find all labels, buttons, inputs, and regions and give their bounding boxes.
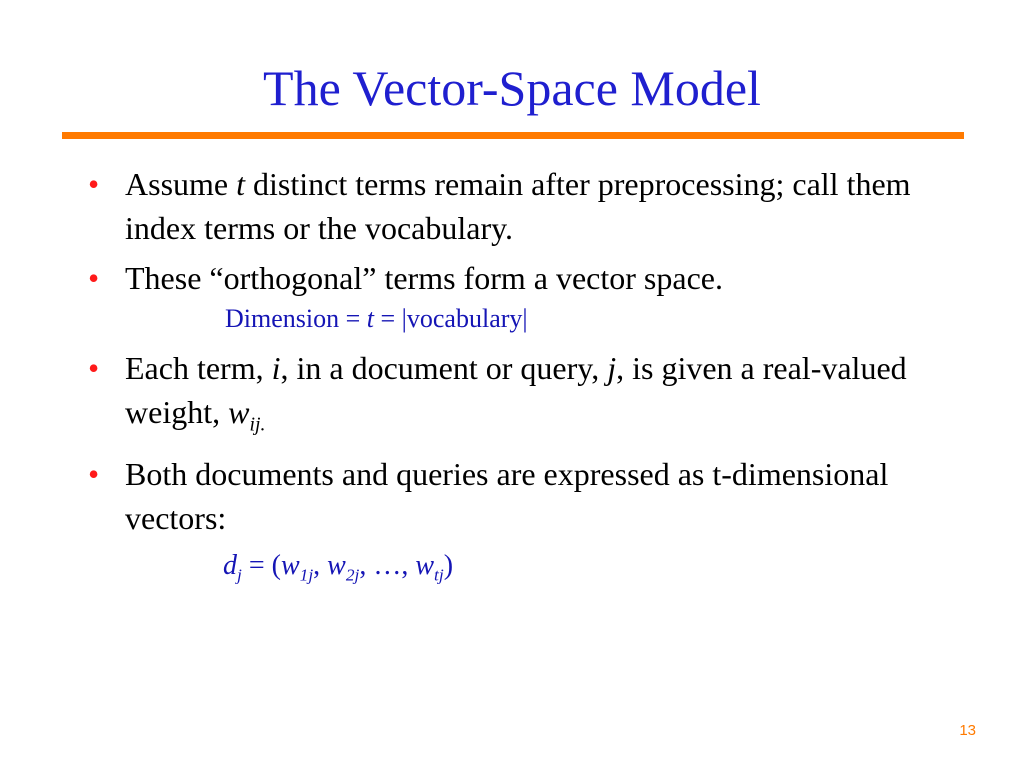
bullet-icon: • [88,350,100,386]
dimension-subline [88,302,968,336]
formula-d: d [223,550,237,582]
bullet-3-text-mid: , in a document or query, [280,350,608,386]
formula-separator-1: , [313,550,328,582]
formula-d-subscript: j [237,565,242,585]
formula-separator-2: , …, [359,550,416,582]
bullet-4-text: Both documents and queries are expressed as t-dimensional vectors: [125,456,889,537]
slide-title: The Vector-Space Model [263,60,761,116]
formula-wt-subscript: tj [434,565,444,585]
bullet-icon: • [88,456,100,493]
bullet-1-text-end: distinct terms remain after preprocessing; call them index terms or the vocabulary. [125,166,911,246]
bullet-3-variable-i: i [271,350,281,386]
bullet-3-weight-subscript: ij. [249,413,266,436]
dimension-text-start: Dimension = [225,304,367,333]
bullet-2-text: These “orthogonal” terms form a vector space. [125,260,723,296]
formula-w2: w [327,550,346,582]
title-underline-rule [62,132,964,139]
formula-close: ) [443,550,454,582]
bullet-3-variable-j: j [607,350,617,386]
dimension-text-end: = |vocabulary| [374,304,528,333]
formula-w2-subscript: 2j [345,565,360,585]
bullet-3-text-start: Each term, [125,350,272,386]
bullet-1-variable-t: t [236,166,245,202]
page-number: 13 [959,722,976,739]
bullet-item-4 [88,452,968,540]
bullet-3-text-end: , is given a real-valued weight, [125,350,907,430]
dimension-variable-t: t [366,304,375,333]
bullet-3-weight-variable: w [228,394,250,430]
bullet-1-text-start: Assume [125,166,237,202]
formula-w1: w [280,550,300,582]
formula-equals-open: = ( [241,550,281,582]
bullet-item-1 [88,162,968,250]
bullet-item-2 [88,256,968,300]
vector-formula [88,546,968,596]
formula-wt: w [415,550,435,582]
bullet-icon: • [88,260,100,296]
bullet-item-3 [88,346,968,446]
formula-w1-subscript: 1j [299,565,314,585]
bullet-icon: • [88,166,100,202]
bullet-list [88,162,968,596]
